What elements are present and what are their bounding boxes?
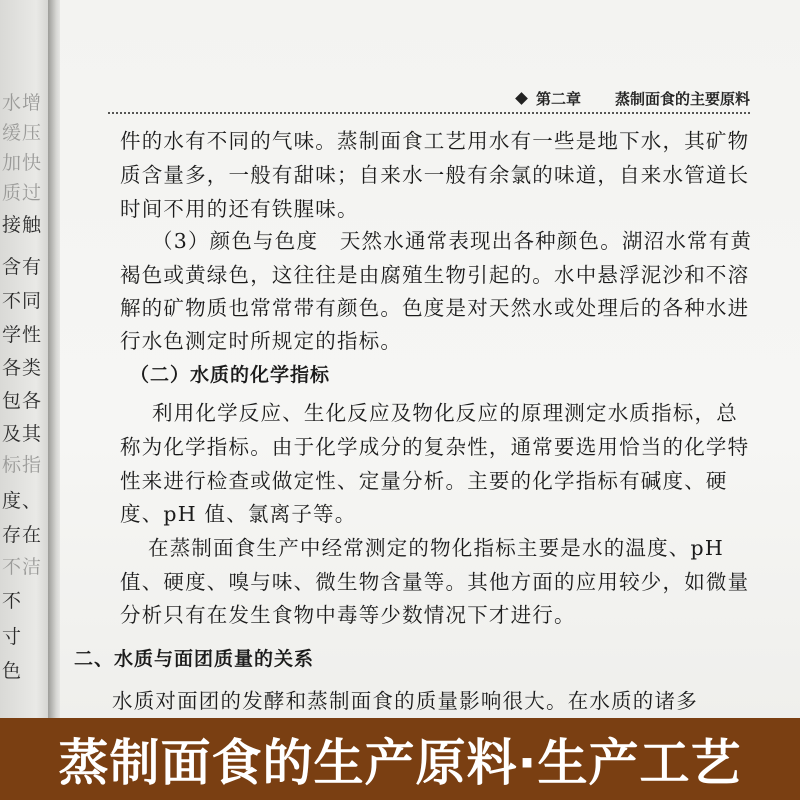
body-line: 称为化学指标。由于化学成分的复杂性，通常要选用恰当的化学特 — [120, 435, 750, 459]
body-line: 在蒸制面食生产中经常测定的物化指标主要是水的温度、pH — [148, 536, 724, 560]
title-banner — [0, 718, 800, 800]
header-title-group — [511, 88, 750, 109]
left-page-fragment: 存在 — [2, 524, 43, 546]
left-page-fragment: 寸 — [2, 626, 23, 648]
left-page-fragment: 加快 — [2, 152, 43, 174]
body-line: 度、pH 值、氯离子等。 — [120, 502, 357, 526]
left-page-fragment: 包各 — [2, 390, 43, 412]
body-line: （3）颜色与色度 天然水通常表现出各种颜色。湖沼水常有黄 — [152, 229, 753, 253]
left-page-fragment: 质过 — [2, 182, 43, 204]
header-title: 蒸制面食的主要原料 — [614, 90, 750, 108]
body-line: 时间不用的还有铁腥味。 — [120, 197, 359, 221]
left-page-fragment: 缓压 — [2, 122, 43, 144]
body-line: 质含量多，一般有甜味；自来水一般有余氯的味道，自来水管道长 — [120, 163, 750, 187]
body-line: 解的矿物质也常常带有颜色。色度是对天然水或处理后的各种水进 — [120, 296, 750, 320]
left-page-fragment: 及其 — [2, 423, 43, 445]
left-page-edge — [0, 0, 52, 720]
body-line: 值、硬度、嗅与味、微生物含量等。其他方面的应用较少，如微量 — [120, 570, 750, 594]
left-page-fragment: 不同 — [2, 290, 43, 312]
body-line: 性来进行检查或做定性、定量分析。主要的化学指标有碱度、硬 — [120, 469, 728, 493]
left-page-fragment: 度、 — [2, 490, 43, 512]
left-page-fragment: 水增 — [2, 92, 43, 114]
left-page-fragment: 接触 — [2, 214, 43, 236]
banner-text: 蒸制面食的生产原料·生产工艺 — [58, 734, 742, 792]
running-header — [108, 90, 750, 114]
body-line: 水质对面团的发酵和蒸制面食的质量影响很大。在水质的诸多 — [112, 689, 698, 713]
left-page-fragment: 标指 — [2, 454, 43, 476]
left-page-fragment: 学性 — [2, 324, 43, 346]
section-heading: 二、水质与面团质量的关系 — [74, 648, 315, 670]
left-page-fragment: 色 — [2, 660, 23, 682]
body-line: 件的水有不同的气味。蒸制面食工艺用水有一些是地下水，其矿物 — [120, 129, 750, 153]
header-chapter: 第二章 — [535, 90, 581, 108]
left-page-fragment: 含有 — [2, 256, 43, 278]
body-line: 分析只有在发生食物中毒等少数情况下才进行。 — [120, 603, 576, 627]
body-line: 褐色或黄绿色，这往往是由腐殖生物引起的。水中悬浮泥沙和不溶 — [120, 263, 750, 287]
diamond-icon — [515, 92, 528, 105]
left-page-fragment: 不 — [2, 590, 23, 612]
book-page — [60, 0, 800, 720]
body-line: 行水色测定时所规定的指标。 — [120, 329, 403, 353]
body-line: 利用化学反应、生化反应及物化反应的原理测定水质指标，总 — [152, 401, 738, 425]
section-heading: （二）水质的化学指标 — [130, 364, 331, 386]
left-page-fragment: 不洁 — [2, 556, 43, 578]
left-page-fragment: 各类 — [2, 357, 43, 379]
